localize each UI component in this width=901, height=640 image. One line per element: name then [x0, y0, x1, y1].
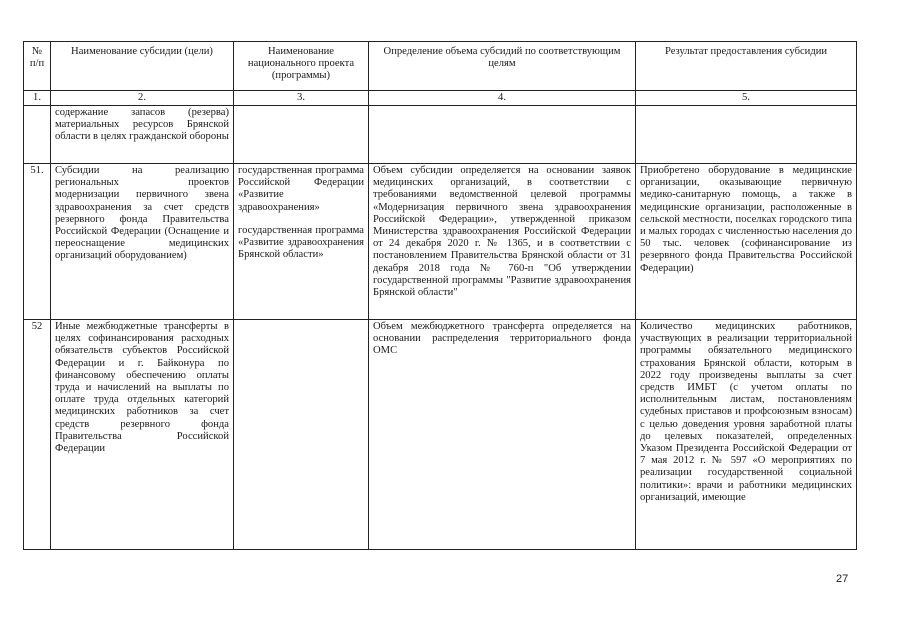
subsidy-result-text: Количество медицинских работников, участвующих в реализации территориальной программы обязательного медицинского страхования Брянской области, которым в 2022 году произведены выплаты за счет средств ИМБТ (с учетом оплаты по исполнительным листам, постановлениям судебных приставов и профсоюзным взносам) с целью доведения уровня заработной платы до целевых показателей, определенных Указом Президента Российской Федерации от 7 мая 2012 г. № 597 «О мероприятиях по реализации государственной социальной политики»: врачи и работники медицинских организаций, имеющие — [640, 321, 852, 503]
header-national-project: Наименование национального проекта (программы) — [234, 42, 369, 91]
subsidy-table — [23, 41, 857, 550]
volume-definition — [369, 106, 636, 164]
column-number: 5. — [636, 91, 857, 106]
table-row — [24, 164, 857, 320]
national-project — [234, 106, 369, 164]
column-number: 3. — [234, 91, 369, 106]
table-row — [24, 320, 857, 550]
subsidy-result: Приобретено оборудование в медицинские организации, оказывающие первичную медико-санитарную помощь, а также в медицинские организации, расположенные в сельской местности, поселках городского типа и малых городах с численностью населения до 50 тыс. человек (софинансирование из резервного фонда Правительства Российской Федерации) — [636, 164, 857, 320]
national-project — [234, 164, 369, 320]
table-row — [24, 106, 857, 164]
subsidy-result — [636, 106, 857, 164]
header-number: № п/п — [24, 42, 51, 91]
column-number: 1. — [24, 91, 51, 106]
column-number-row — [24, 91, 857, 106]
page-number: 27 — [836, 573, 849, 585]
national-project — [234, 320, 369, 550]
subsidy-name: Субсидии на реализацию региональных проектов модернизации первичного звена здравоохранения за счет средств резервного фонда Правительства Российской Федерации (Оснащение и переоснащение медицинских организаций оборудованием) — [51, 164, 234, 320]
row-number: 51. — [24, 164, 51, 320]
column-number: 2. — [51, 91, 234, 106]
volume-definition: Объем межбюджетного трансферта определяется на основании распределения территориального фонда ОМС — [369, 320, 636, 550]
header-volume-definition: Определение объема субсидий по соответствующим целям — [369, 42, 636, 91]
header-result: Результат предоставления субсидии — [636, 42, 857, 91]
subsidy-result — [636, 320, 857, 550]
row-number — [24, 106, 51, 164]
program-federal: государственная программа Российской Федерации «Развитие здравоохранения» — [238, 165, 364, 213]
program-spacer — [238, 214, 364, 225]
row-number: 52 — [24, 320, 51, 550]
volume-definition: Объем субсидии определяется на основании заявок медицинских организаций, в соответствии с требованиями ведомственной целевой программы «Модернизация первичного звена здравоохранения Российской Федерации», утвержденной приказом Министерства здравоохранения Российской Федерации от 24 декабря 2020 г. № 1365, и в соответствии с постановлением Правительства Брянской области от 31 декабря 2018 года № 760-п "Об утверждении государственной программы "Развитие здравоохранения Брянской области" — [369, 164, 636, 320]
program-regional: государственная программа «Развитие здравоохранения Брянской области» — [238, 224, 364, 261]
table-header-row — [24, 42, 857, 91]
header-subsidy-name: Наименование субсидии (цели) — [51, 42, 234, 91]
subsidy-name: содержание запасов (резерва) материальных ресурсов Брянской области в целях гражданской обороны — [51, 106, 234, 164]
subsidy-name: Иные межбюджетные трансферты в целях софинансирования расходных обязательств субъектов Российской Федерации и г. Байконура по финансовому обеспечению оплаты труда и начислений на выплаты по оплате труда отдельных категорий медицинских работников за счет средств резервного фонда Правительства Российской Федерации — [51, 320, 234, 550]
column-number: 4. — [369, 91, 636, 106]
